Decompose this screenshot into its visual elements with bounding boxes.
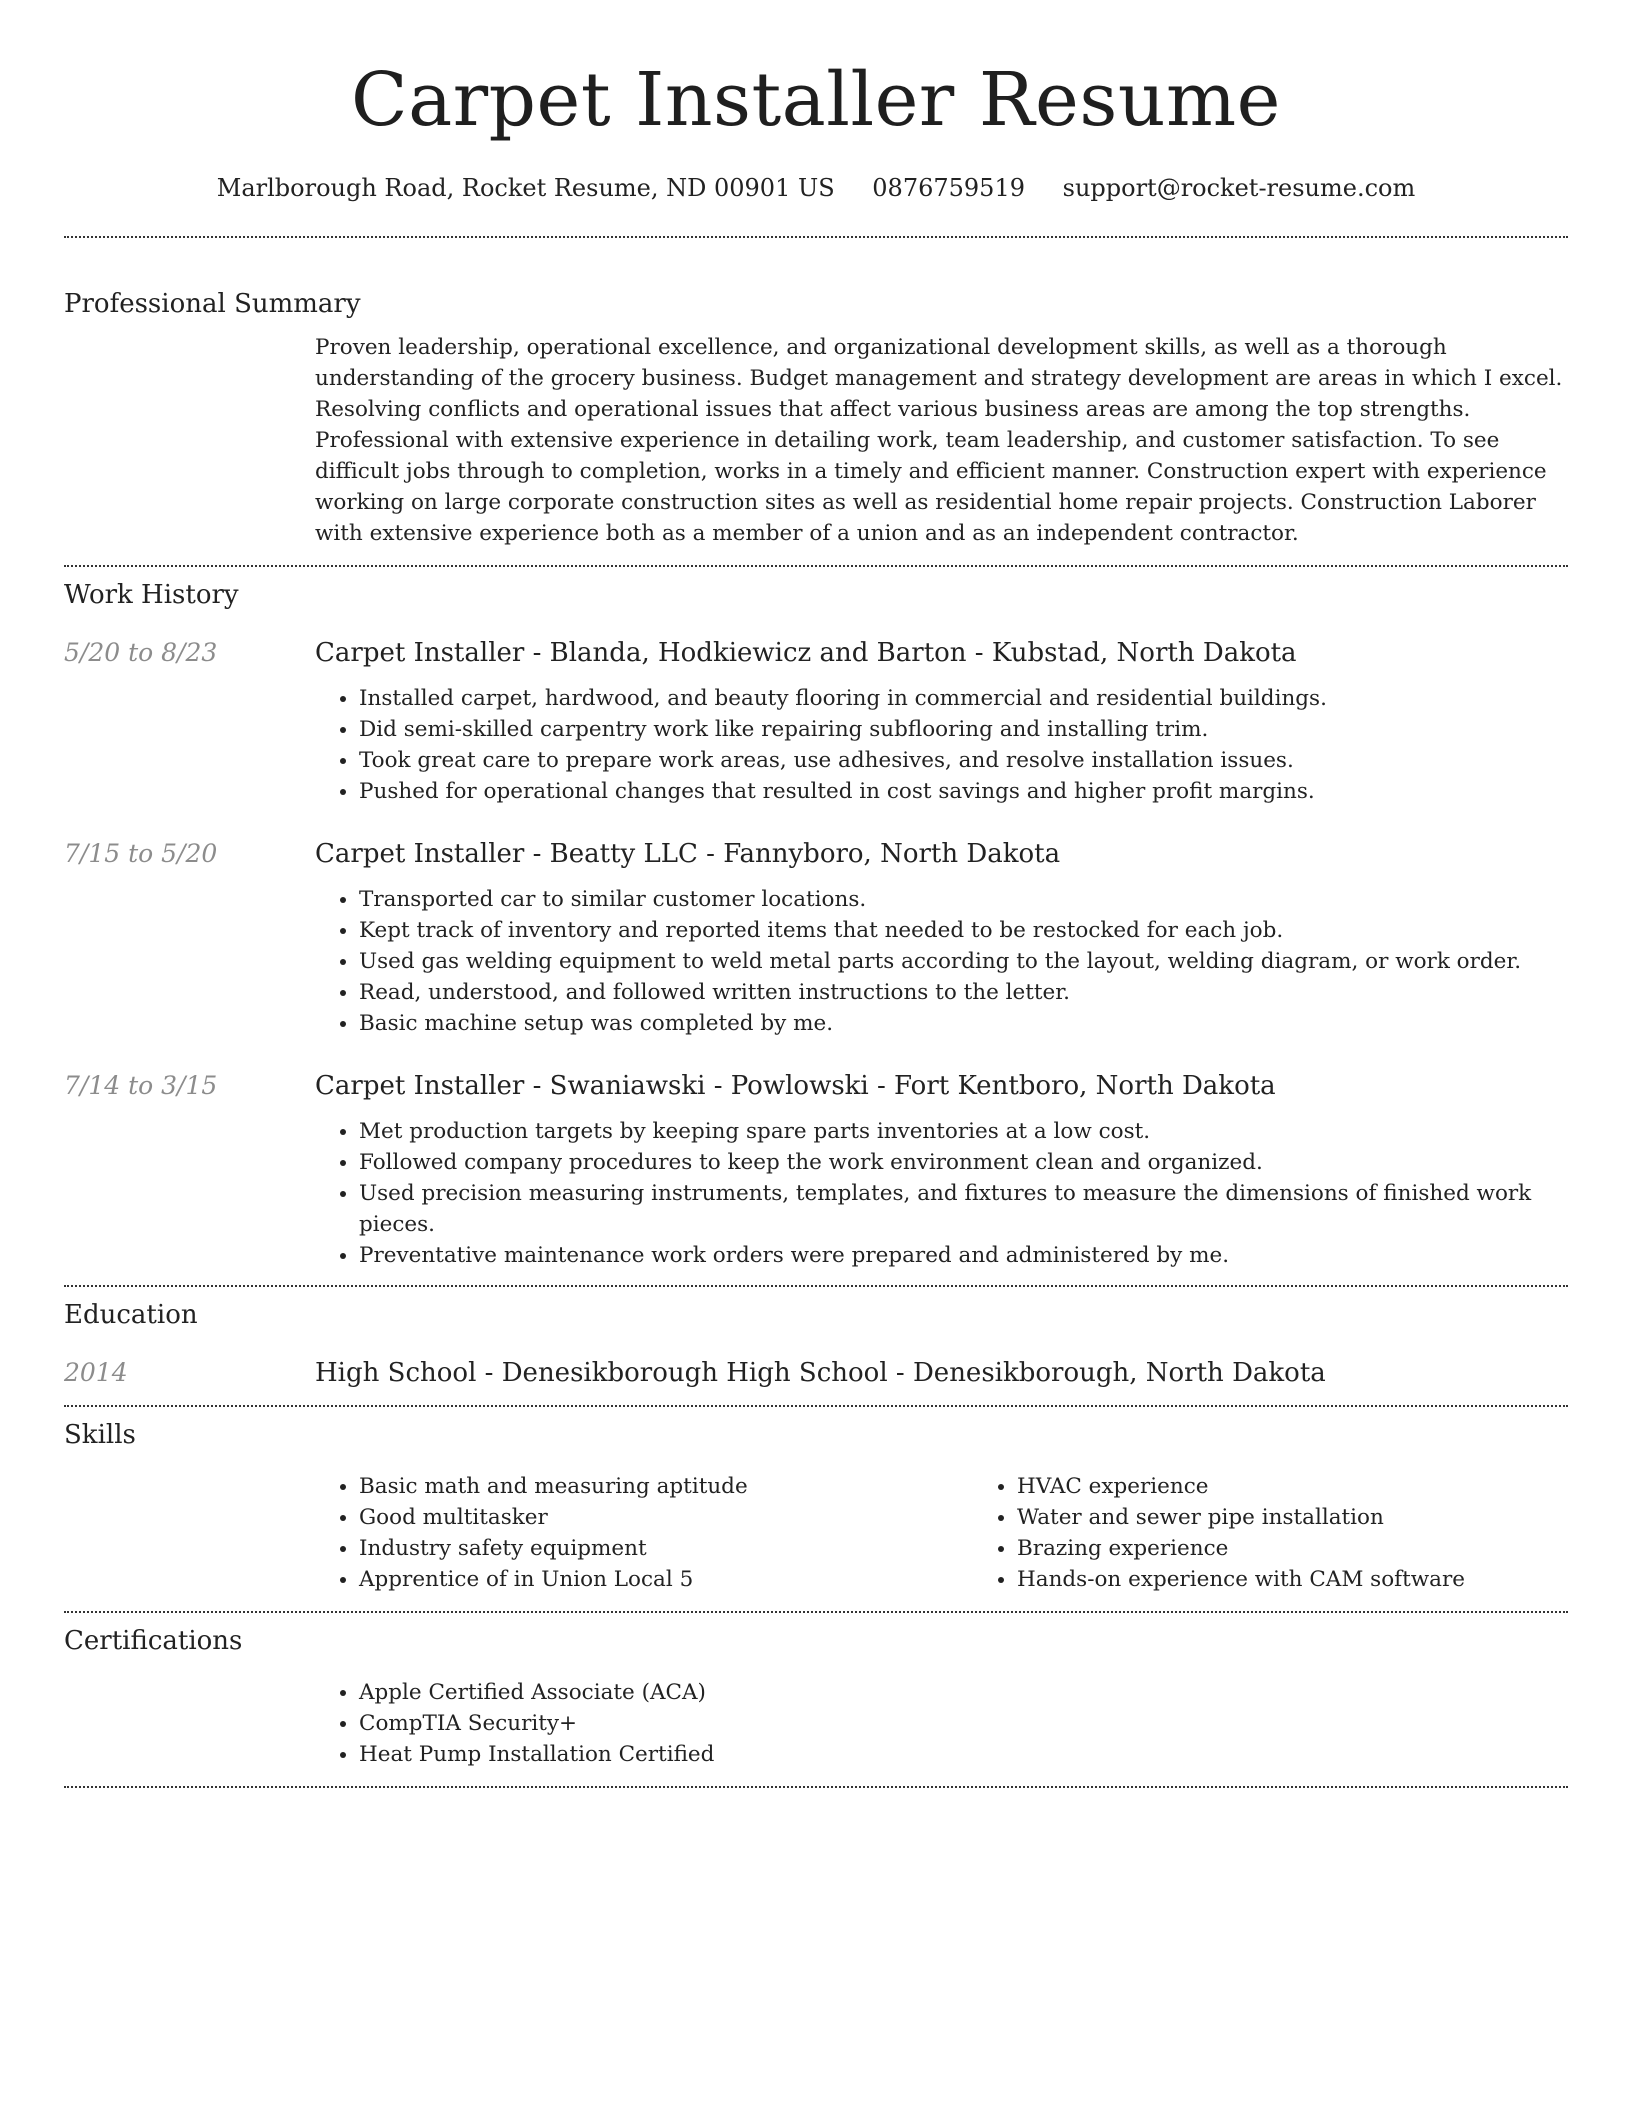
- professional-summary-section: [64, 238, 1568, 565]
- contact-address: Marlborough Road, Rocket Resume, ND 00901 US: [216, 174, 835, 202]
- list-item: • Water and sewer pipe installation: [1017, 1502, 1568, 1533]
- list-item: • Met production targets by keeping spare parts inventories at a low cost.: [359, 1116, 1568, 1147]
- section-heading-work: Work History: [64, 580, 239, 610]
- contact-line: [64, 170, 1568, 206]
- contact-email: support@rocket-resume.com: [1062, 174, 1416, 202]
- education-title: [315, 1355, 1568, 1391]
- job-title: Carpet Installer - Blanda, Hodkiewicz and Barton - Kubstad, North Dakota: [315, 638, 1297, 668]
- contact-phone: 0876759519: [872, 174, 1025, 202]
- list-item: • Basic math and measuring aptitude: [359, 1471, 973, 1502]
- section-heading-skills: Skills: [64, 1420, 136, 1450]
- list-item: • Used gas welding equipment to weld metal parts according to the layout, welding diagram, or work order.: [359, 946, 1568, 977]
- list-item: • Kept track of inventory and reported items that needed to be restocked for each job.: [359, 915, 1568, 946]
- section-divider: [64, 1786, 1568, 1788]
- section-heading-education: Education: [64, 1300, 198, 1330]
- job-dates: 7/14 to 3/15: [64, 1071, 218, 1100]
- skills-list-right: [973, 1471, 1568, 1595]
- job-entry: [64, 1068, 1568, 1271]
- job-bullets: [315, 1116, 1568, 1271]
- education-entry: [64, 1355, 1568, 1391]
- job-bullets: [315, 683, 1568, 807]
- list-item: • Basic machine setup was completed by me.: [359, 1008, 1568, 1039]
- resume-title: Carpet Installer Resume: [351, 57, 1281, 143]
- section-heading-summary: Professional Summary: [64, 289, 361, 319]
- work-history-section: [64, 567, 1568, 1285]
- list-item: • Did semi-skilled carpentry work like repairing subflooring and installing trim.: [359, 714, 1568, 745]
- list-item: • HVAC experience: [1017, 1471, 1568, 1502]
- list-item: • Apple Certified Associate (ACA): [359, 1677, 1568, 1708]
- list-item: • Heat Pump Installation Certified: [359, 1739, 1568, 1770]
- list-item: • Followed company procedures to keep the work environment clean and organized.: [359, 1147, 1568, 1178]
- education-degree: High School: [315, 1358, 477, 1388]
- education-school: - Denesikborough High School - Denesikborough, North Dakota: [476, 1358, 1326, 1388]
- job-title: Carpet Installer - Swaniawski - Powlowski - Fort Kentboro, North Dakota: [315, 1071, 1276, 1101]
- education-year: 2014: [64, 1358, 128, 1387]
- skills-list-left: [315, 1471, 973, 1595]
- section-heading-certifications: Certifications: [64, 1626, 243, 1656]
- list-item: • Read, understood, and followed written instructions to the letter.: [359, 977, 1568, 1008]
- certifications-section: [64, 1613, 1568, 1786]
- job-entry: [64, 836, 1568, 1039]
- certifications-list: [315, 1677, 1568, 1770]
- list-item: • Installed carpet, hardwood, and beauty flooring in commercial and residential buildings.: [359, 683, 1568, 714]
- list-item: • Brazing experience: [1017, 1533, 1568, 1564]
- list-item: • Preventative maintenance work orders were prepared and administered by me.: [359, 1240, 1568, 1271]
- list-item: • CompTIA Security+: [359, 1708, 1568, 1739]
- list-item: • Apprentice of in Union Local 5: [359, 1564, 973, 1595]
- list-item: • Good multitasker: [359, 1502, 973, 1533]
- job-dates: 7/15 to 5/20: [64, 839, 218, 868]
- list-item: • Used precision measuring instruments, templates, and fixtures to measure the dimensions of finished work pieces.: [359, 1178, 1568, 1240]
- list-item: • Transported car to similar customer locations.: [359, 884, 1568, 915]
- education-section: [64, 1287, 1568, 1405]
- list-item: • Hands-on experience with CAM software: [1017, 1564, 1568, 1595]
- list-item: • Industry safety equipment: [359, 1533, 973, 1564]
- skills-section: [64, 1407, 1568, 1611]
- job-dates: 5/20 to 8/23: [64, 638, 218, 667]
- list-item: • Pushed for operational changes that resulted in cost savings and higher profit margins.: [359, 776, 1568, 807]
- list-item: • Took great care to prepare work areas, use adhesives, and resolve installation issues.: [359, 745, 1568, 776]
- summary-text: Proven leadership, operational excellence, and organizational development skills, as well as a thorough understanding of the grocery business. Budget management and strategy development are areas in which I excel. Resolving conflicts and operational issues that affect various business areas are among the top strengths. Professional with extensive experience in detailing work, team leadership, and customer satisfaction. To see difficult jobs through to completion, works in a timely and efficient manner. Construction expert with experience working on large corporate construction sites as well as residential home repair projects. Construction Laborer with extensive experience both as a member of a union and as an independent contractor.: [315, 335, 1563, 546]
- job-bullets: [315, 884, 1568, 1039]
- job-entry: [64, 635, 1568, 807]
- job-title: Carpet Installer - Beatty LLC - Fannyboro, North Dakota: [315, 839, 1061, 869]
